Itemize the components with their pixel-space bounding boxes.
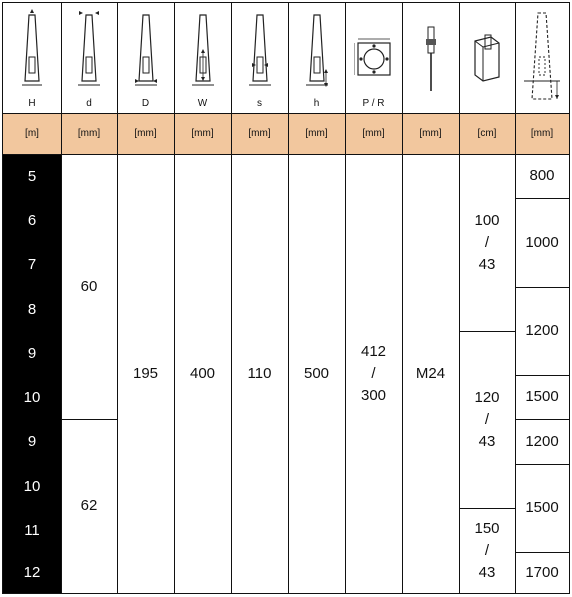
col-symbol: P / R — [362, 98, 385, 109]
unit-D: [mm] — [117, 113, 174, 154]
h-value: 500 — [303, 364, 330, 382]
height-cell: 8 — [3, 287, 61, 331]
col-symbol: d — [86, 98, 92, 109]
PR-value: 412 / 300 — [360, 342, 387, 404]
col-header-d — [61, 3, 117, 113]
depth-value: 1200 — [525, 432, 559, 450]
pole-base-diameter-icon — [132, 9, 160, 89]
depth-value: 800 — [529, 167, 555, 184]
height-cell: 9 — [3, 331, 61, 375]
grid-line — [515, 419, 569, 420]
unit-bolt: [mm] — [402, 113, 459, 154]
col-symbol: h — [313, 98, 320, 109]
col-header-bolt — [402, 3, 459, 113]
grid-line — [515, 375, 569, 376]
bolt-value: M24 — [415, 364, 446, 382]
spec-table — [2, 2, 570, 594]
unit-H: [m] — [3, 113, 61, 154]
W-value: 400 — [189, 364, 216, 382]
height-cell: 10 — [3, 375, 61, 419]
col-symbol: D — [141, 98, 150, 109]
pole-height-icon — [20, 9, 44, 89]
col-symbol: s — [257, 98, 262, 109]
depth-value: 1200 — [525, 322, 559, 339]
height-cell: 5 — [3, 154, 61, 198]
D-value: 195 — [132, 364, 159, 382]
grid-line — [345, 3, 346, 593]
foundation-value: 120 / 43 — [474, 388, 500, 450]
grid-line — [288, 3, 289, 593]
col-header-h — [288, 3, 345, 113]
unit-d: [mm] — [61, 113, 117, 154]
foundation-value: 150 / 43 — [474, 519, 500, 581]
depth-value: 1700 — [525, 563, 559, 581]
col-header-H — [3, 3, 61, 113]
grid-line — [174, 3, 175, 593]
grid-line — [402, 3, 403, 593]
depth-value: 1500 — [525, 388, 559, 405]
door-position-icon — [303, 9, 331, 89]
grid-line — [61, 419, 117, 420]
height-cell: 11 — [3, 508, 61, 552]
height-cell: 9 — [3, 419, 61, 464]
col-header-PR — [345, 3, 402, 113]
burial-depth-icon — [522, 7, 562, 103]
grid-line — [459, 331, 515, 332]
grid-line — [515, 3, 516, 593]
grid-line — [231, 3, 232, 593]
col-header-s — [231, 3, 288, 113]
d-value-upper: 60 — [80, 277, 98, 295]
col-header-D — [117, 3, 174, 113]
height-cell: 10 — [3, 464, 61, 508]
unit-h: [mm] — [288, 113, 345, 154]
foundation-value: 100 / 43 — [474, 211, 500, 273]
grid-line — [3, 154, 569, 155]
grid-line — [459, 508, 515, 509]
depth-value: 1000 — [525, 233, 559, 251]
col-header-W — [174, 3, 231, 113]
grid-line — [515, 287, 569, 288]
foundation-block-icon — [471, 31, 503, 83]
unit-PR: [mm] — [345, 113, 402, 154]
grid-line — [515, 198, 569, 199]
grid-line — [117, 3, 118, 593]
anchor-bolt-icon — [423, 25, 439, 105]
height-cell: 12 — [3, 552, 61, 593]
grid-line — [3, 113, 569, 114]
col-header-foundation — [459, 3, 515, 113]
grid-line — [61, 3, 62, 593]
s-value: 110 — [247, 364, 272, 382]
height-cell: 6 — [3, 198, 61, 242]
col-symbol: H — [28, 98, 36, 109]
unit-depth: [mm] — [515, 113, 569, 154]
base-plate-icon — [354, 37, 394, 81]
grid-line — [515, 552, 569, 553]
depth-value: 1500 — [525, 499, 559, 516]
door-width-icon — [246, 9, 274, 89]
unit-foundation: [cm] — [459, 113, 515, 154]
col-header-depth — [515, 3, 569, 113]
col-symbol: W — [197, 98, 208, 109]
grid-line — [459, 3, 460, 593]
grid-line — [515, 464, 569, 465]
unit-s: [mm] — [231, 113, 288, 154]
height-cell: 7 — [3, 242, 61, 287]
pole-top-diameter-icon — [75, 9, 103, 89]
unit-W: [mm] — [174, 113, 231, 154]
d-value-lower: 62 — [80, 497, 98, 514]
door-height-icon — [189, 9, 217, 89]
